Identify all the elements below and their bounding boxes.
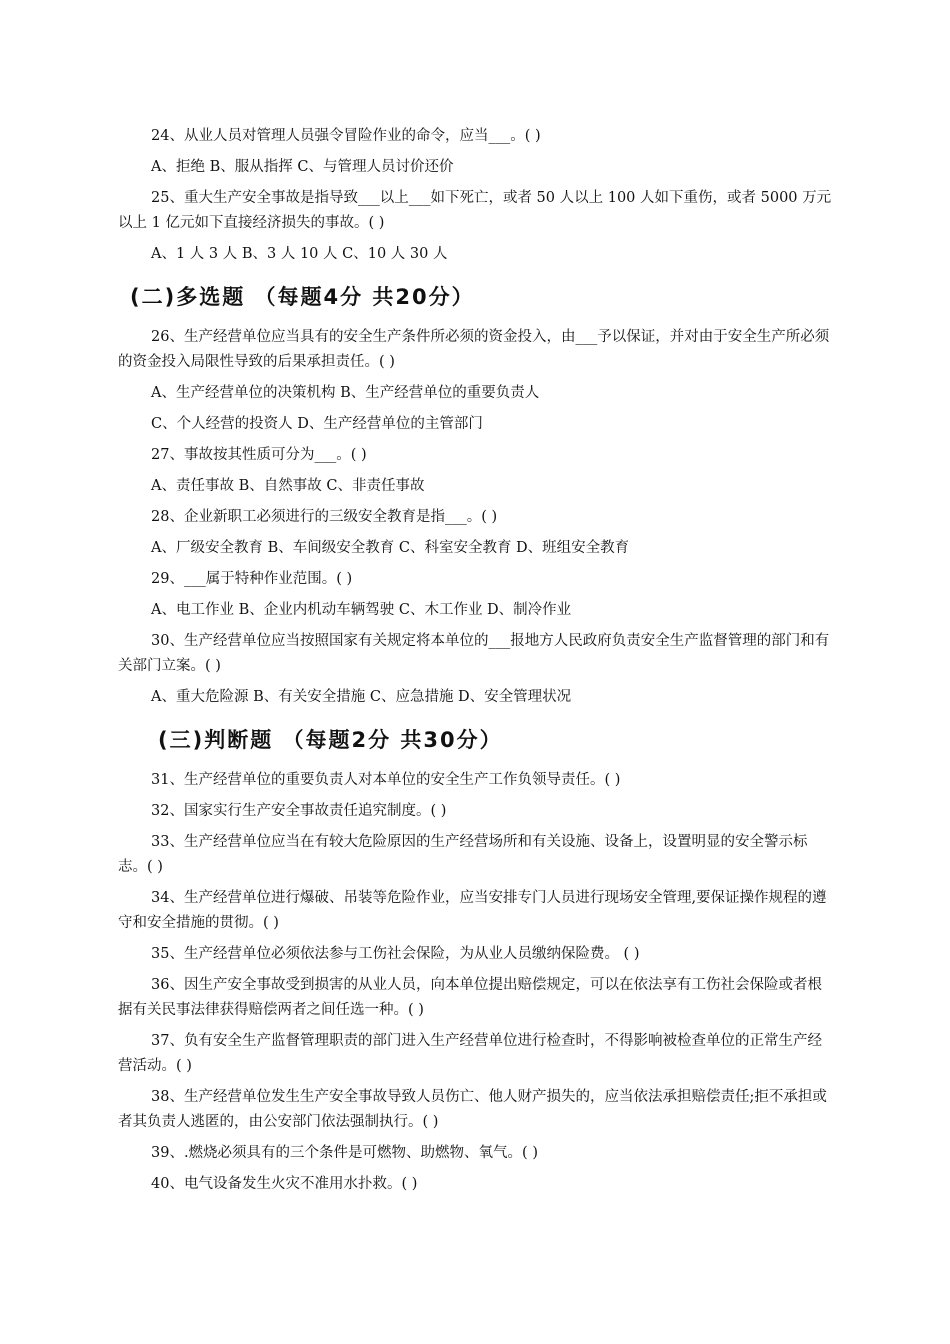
section-heading-multiple-choice: (二)多选题 （每题4分 共20分） <box>130 285 475 309</box>
options-26-cd: C、个人经营的投资人 D、生产经营单位的主管部门 <box>151 416 483 432</box>
question-27: 27、事故按其性质可分为___。( ) <box>151 447 367 463</box>
options-24: A、拒绝 B、服从指挥 C、与管理人员讨价还价 <box>151 159 454 175</box>
question-38: 38、生产经营单位发生生产安全事故导致人员伤亡、他人财产损失的，应当依法承担赔偿责任;拒不承担或者其负责人逃匿的，由公安部门依法强制执行。( ) <box>118 1089 827 1130</box>
question-24: 24、从业人员对管理人员强令冒险作业的命令，应当___。( ) <box>151 128 541 144</box>
options-30: A、重大危险源 B、有关安全措施 C、应急措施 D、安全管理状况 <box>151 689 572 705</box>
question-35: 35、生产经营单位必须依法参与工伤社会保险，为从业人员缴纳保险费。 ( ) <box>151 946 640 962</box>
options-25: A、1 人 3 人 B、3 人 10 人 C、10 人 30 人 <box>151 246 448 262</box>
options-29: A、电工作业 B、企业内机动车辆驾驶 C、木工作业 D、制冷作业 <box>151 602 572 618</box>
document-content <box>118 124 834 1203</box>
section-heading-true-false: (三)判断题 （每题2分 共30分） <box>158 728 503 752</box>
options-28: A、厂级安全教育 B、车间级安全教育 C、科室安全教育 D、班组安全教育 <box>151 540 630 556</box>
question-28: 28、企业新职工必须进行的三级安全教育是指___。( ) <box>151 509 498 525</box>
question-31: 31、生产经营单位的重要负责人对本单位的安全生产工作负领导责任。( ) <box>151 772 621 788</box>
question-39: 39、.燃烧必须具有的三个条件是可燃物、助燃物、氧气。( ) <box>151 1145 538 1161</box>
question-30: 30、生产经营单位应当按照国家有关规定将本单位的___报地方人民政府负责安全生产监督管理的部门和有关部门立案。( ) <box>118 633 830 674</box>
options-27: A、责任事故 B、自然事故 C、非责任事故 <box>151 478 425 494</box>
question-34: 34、生产经营单位进行爆破、吊装等危险作业，应当安排专门人员进行现场安全管理,要保证操作规程的遵守和安全措施的贯彻。( ) <box>118 890 827 931</box>
question-29: 29、___属于特种作业范围。( ) <box>151 571 353 587</box>
question-32: 32、国家实行生产安全事故责任追究制度。( ) <box>151 803 447 819</box>
question-33: 33、生产经营单位应当在有较大危险原因的生产经营场所和有关设施、设备上，设置明显的安全警示标志。( ) <box>118 834 808 875</box>
question-25: 25、重大生产安全事故是指导致___以上___如下死亡，或者 50 人以上 100 人如下重伤，或者 5000 万元以上 1 亿元如下直接经济损失的事故。( ) <box>118 190 832 231</box>
question-26: 26、生产经营单位应当具有的安全生产条件所必须的资金投入，由___予以保证，并对由于安全生产所必须的资金投入局限性导致的后果承担责任。( ) <box>118 329 830 370</box>
question-36: 36、因生产安全事故受到损害的从业人员，向本单位提出赔偿规定，可以在依法享有工伤社会保险或者根据有关民事法律获得赔偿两者之间任选一种。( ) <box>118 977 822 1018</box>
question-40: 40、电气设备发生火灾不准用水扑救。( ) <box>151 1176 418 1192</box>
options-26-ab: A、生产经营单位的决策机构 B、生产经营单位的重要负责人 <box>151 385 540 401</box>
question-37: 37、负有安全生产监督管理职责的部门进入生产经营单位进行检查时，不得影响被检查单位的正常生产经营活动。( ) <box>118 1033 822 1074</box>
